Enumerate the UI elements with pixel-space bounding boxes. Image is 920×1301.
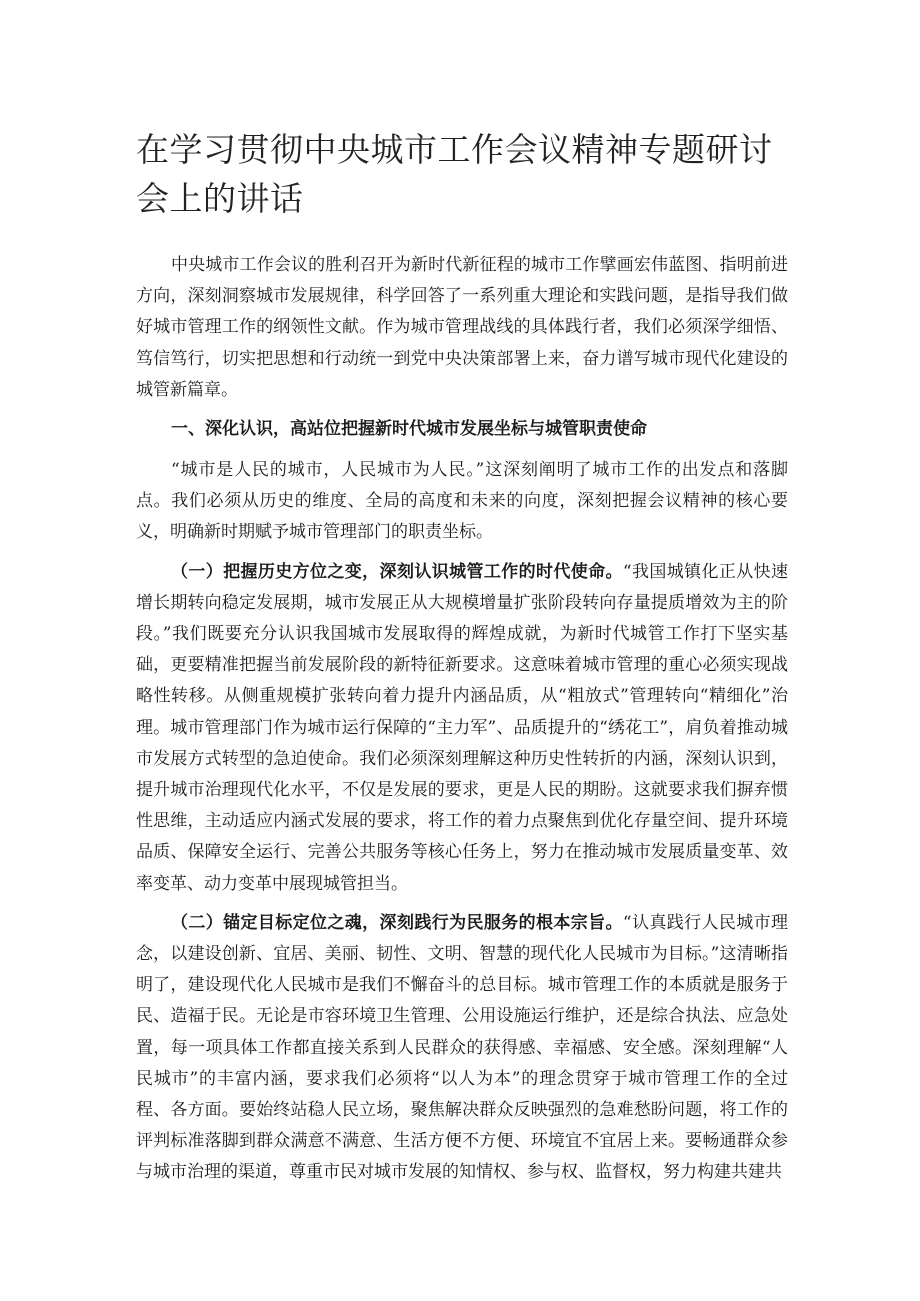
section-heading: 一、深化认识，高站位把握新时代城市发展坐标与城管职责使命 [171,419,647,440]
section-intro-paragraph: “城市是人民的城市，人民城市为人民。”这深刻阐明了城市工作的出发点和落脚点。我们必须从历史的维度、全局的高度和未来的向度，深刻把握会议精神的核心要义，明确新时期赋予城市管理部门的职责坐标。 [136,460,788,543]
point-two-lead: （二）锚定目标定位之魂，深刻践行为民服务的根本宗旨。 [171,912,623,933]
intro-paragraph: 中央城市工作会议的胜利召开为新时代新征程的城市工作擘画宏伟蓝图、指明前进方向，深刻洞察城市发展规律，科学回答了一系列重大理论和实践问题，是指导我们做好城市管理工作的纲领性文献。作为城市管理战线的具体践行者，我们必须深学细悟、笃信笃行，切实把思想和行动统一到党中央决策部署上来，奋力谱写城市现代化建设的城管新篇章。 [136,255,788,400]
point-one-body: “我国城镇化正从快速增长期转向稳定发展期，城市发展正从大规模增量扩张阶段转向存量提质增效为主的阶段。”我们既要充分认识我国城市发展取得的辉煌成就，为新时代城管工作打下坚实基础，更要精准把握当前发展阶段的新特征新要求。这意味着城市管理的重心必须实现战略性转移。从侧重规模扩张转向着力提升内涵品质，从“粗放式”管理转向“精细化”治理。城市管理部门作为城市运行保障的“主力军”、品质提升的“绣花工”，肩负着推动城市发展方式转型的急迫使命。我们必须深刻理解这种历史性转折的内涵，深刻认识到，提升城市治理现代化水平，不仅是发展的要求，更是人民的期盼。这就要求我们摒弃惯性思维，主动适应内涵式发展的要求，将工作的着力点聚焦到优化存量空间、提升环境品质、保障安全运行、完善公共服务等核心任务上，努力在推动城市发展质量变革、效率变革、动力变革中展现城管担当。 [136,561,789,894]
point-one-lead: （一）把握历史方位之变，深刻认识城管工作的时代使命。 [171,561,623,582]
point-one-paragraph [136,557,788,900]
point-two-paragraph [136,908,788,1189]
point-two-body: “认真践行人民城市理念，以建设创新、宜居、美丽、韧性、文明、智慧的现代化人民城市为目标。”这清晰指明了，建设现代化人民城市是我们不懈奋斗的总目标。城市管理工作的本质就是服务于民、造福于民。无论是市容环境卫生管理、公用设施运行维护，还是综合执法、应急处置，每一项具体工作都直接关系到人民群众的获得感、幸福感、安全感。深刻理解“人民城市”的丰富内涵，要求我们必须将“以人为本”的理念贯穿于城市管理工作的全过程、各方面。要始终站稳人民立场，聚焦解决群众反映强烈的急难愁盼问题，将工作的评判标准落脚到群众满意不满意、生活方便不方便、环境宜不宜居上来。要畅通群众参与城市治理的渠道，尊重市民对城市发展的知情权、参与权、监督权，努力构建共建共 [136,912,789,1183]
document-page [136,125,788,1197]
document-title: 在学习贯彻中央城市工作会议精神专题研讨会上的讲话 [136,130,773,218]
